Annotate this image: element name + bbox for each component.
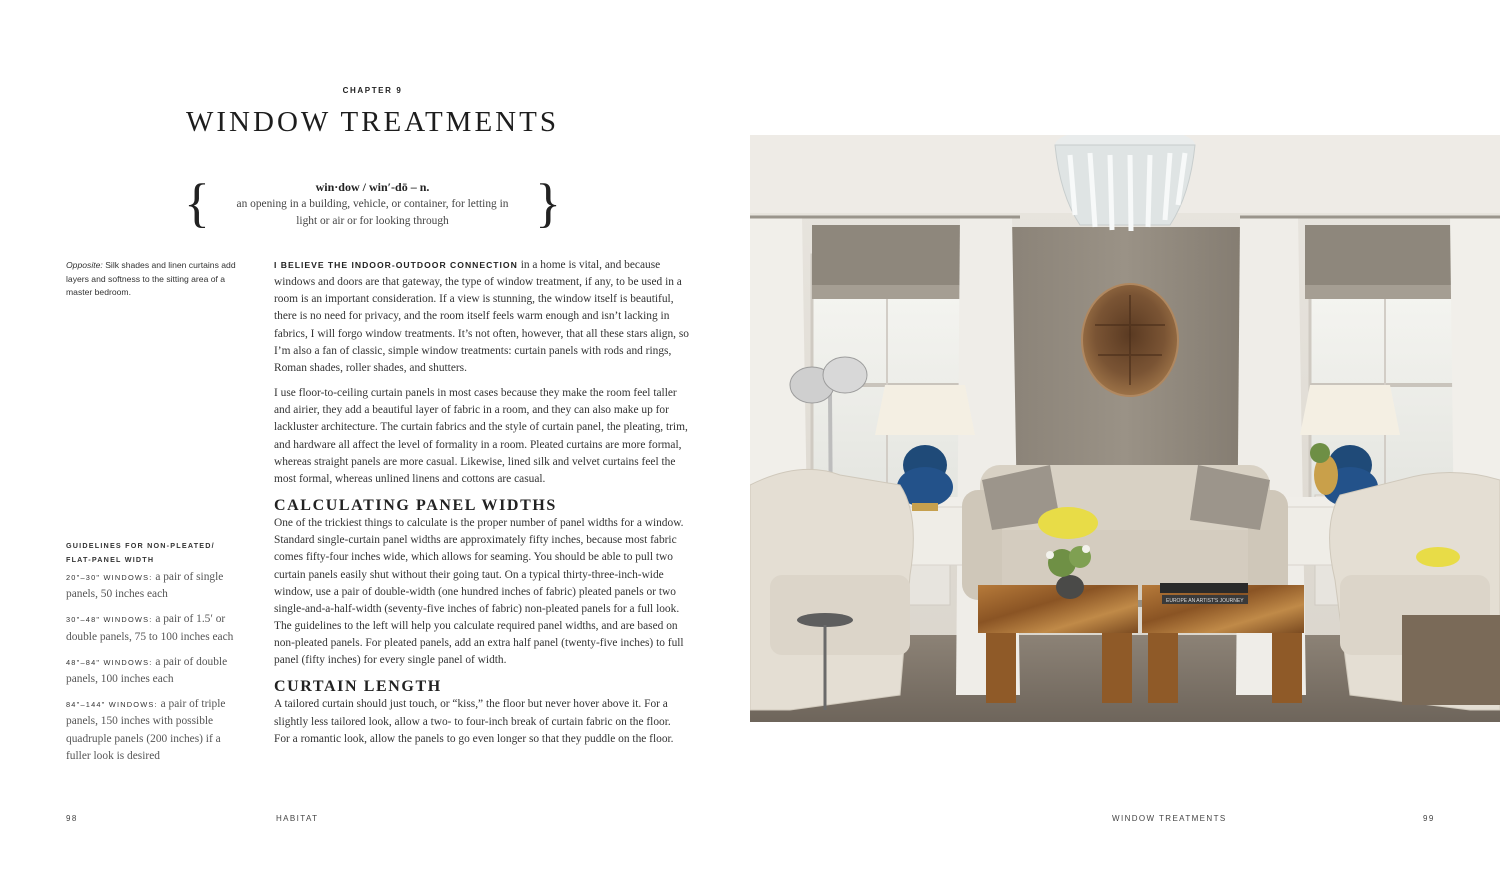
definition-block	[180, 173, 565, 236]
folio-page-number-right: 99	[1423, 814, 1435, 823]
sidebar-item-label: 20"–30" WINDOWS:	[66, 573, 153, 582]
sidebar-item-label: 84"–144" WINDOWS:	[66, 700, 158, 710]
sidebar-item-text: a pair of 1.5′ or double panels, 75 to 100 inches each	[66, 613, 234, 643]
sidebar-item	[66, 654, 248, 688]
sidebar-heading-line1: GUIDELINES FOR NON-PLEATED/	[66, 541, 215, 550]
room-photo	[750, 135, 1500, 722]
sidebar-item-label: 48"–84" WINDOWS:	[66, 657, 153, 667]
caption-text: Silk shades and linen curtains add layers and softness to the sitting area of a master bedroom.	[66, 260, 236, 297]
guidelines-sidebar	[66, 539, 248, 773]
sitting-area-illustration	[750, 135, 1500, 722]
body-text	[274, 257, 689, 756]
right-page	[750, 0, 1500, 882]
sidebar-item-text: a pair of triple panels, 150 inches with possible quadruple panels (200 inches) if a fuller look is desired	[66, 698, 226, 762]
chandelier-icon	[1055, 135, 1195, 231]
sidebar-item-label: 30"–48" WINDOWS:	[66, 615, 153, 625]
sidebar-heading	[66, 539, 248, 566]
sidebar-item-text: a pair of single panels, 50 inches each	[66, 571, 224, 601]
sidebar-heading-line2: FLAT-PANEL WIDTH	[66, 554, 155, 564]
definition-word: win·dow / win′-dō – n.	[315, 180, 430, 194]
section-heading-curtain-length: CURTAIN LENGTH	[274, 678, 442, 696]
right-brace-icon: }	[535, 173, 561, 233]
paragraph-intro	[274, 257, 689, 377]
paragraph-panel-widths: One of the trickiest things to calculate is the proper number of panel widths for a window. Standard single-curtain panel widths are approximately fifty inches, because most fabric comes fifty-four inches wide, which allows for seaming. You should be able to pull two curtain panels easily shut without their going taut. On a typical thirty-three-inch-wide window, use a pair of double-width (one hundred inches of fabric) pleated panels or two single-and-a-half-width (seventy-five inches of fabric) non-pleated panels for a full look. The guidelines to the left will help you calculate required panel widths, and are based on non-pleated panels. For pleated panels, add an extra half panel (twenty-five inches) to full panel (fifty inches) for every single panel of width.	[274, 517, 684, 667]
paragraph-curtain-length: A tailored curtain should just touch, or “kiss,” the floor but never hover above it. For a slightly less tailored look, allow a two- to four-inch break of curtain fabric on the floor. For a romantic look, allow the panels to go even longer so that they puddle on the floor.	[274, 698, 674, 745]
chapter-title: WINDOW TREATMENTS	[186, 106, 559, 138]
folio-page-number-left: 98	[66, 814, 78, 823]
paragraph-intro-text: in a home is vital, and because windows and doors are that gateway, the type of window treatment, if any, to be used in a room is an important consideration. If a view is stunning, the window itself is beautiful, there is no need for privacy, and the room itself feels warm enough and isn’t lacking in fabrics, I will forgo window treatments. It’s not often, however, that all these stars align, so I’m also a fan of classic, simple window treatments: curtain panels with rods and rings, Roman shades, roller shades, and shutters.	[274, 259, 689, 374]
left-brace-icon: {	[184, 173, 210, 233]
chapter-label: CHAPTER 9	[342, 86, 403, 95]
paragraph-two: I use floor-to-ceiling curtain panels in most cases because they make the room feel taller and airier, they add a beautiful layer of fabric in a room, and they can also make up for lackluster architecture. The curtain fabrics and the style of curtain panel, the pleating, trim, and hardware all affect the level of formality in a room. Pleated curtains are more formal, whereas straight panels are more casual. Likewise, lined silk and velvet curtains feel the most formal, whereas unlined linens and cottons are casual.	[274, 387, 688, 485]
sidebar-item-text: a pair of double panels, 100 inches each	[66, 655, 228, 686]
caption-label: Opposite:	[66, 260, 103, 270]
sidebar-item	[66, 569, 248, 603]
folio-running-head-left: HABITAT	[276, 814, 319, 823]
section-heading-panel-widths: CALCULATING PANEL WIDTHS	[274, 497, 557, 515]
sidebar-item	[66, 611, 248, 645]
photo-book-title: EUROPE AN ARTIST'S JOURNEY	[1166, 598, 1244, 604]
sidebar-item	[66, 696, 248, 765]
definition-meaning: an opening in a building, vehicle, or container, for letting in light or air or for looking through	[236, 198, 509, 227]
lead-in: I BELIEVE THE INDOOR-OUTDOOR CONNECTION	[274, 260, 518, 270]
photo-caption	[66, 259, 246, 300]
folio-running-head-right: WINDOW TREATMENTS	[1112, 814, 1227, 823]
